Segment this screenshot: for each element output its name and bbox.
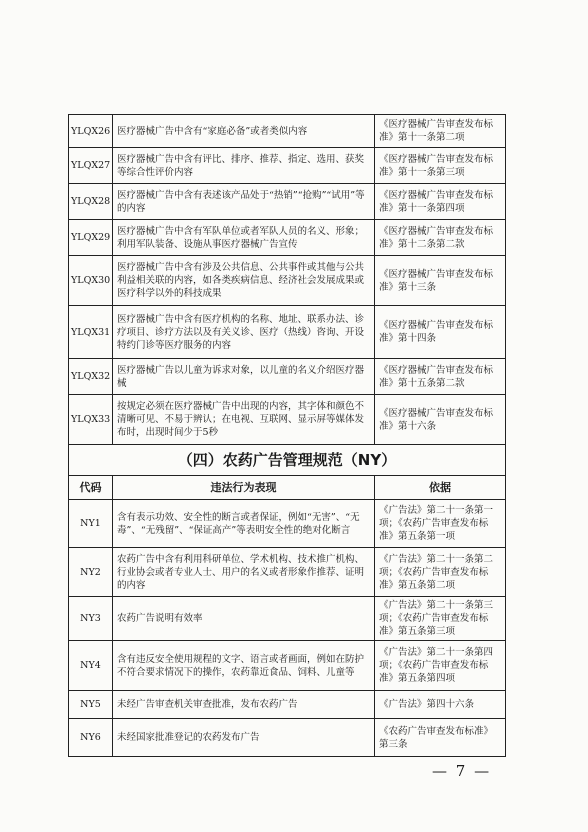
row-basis: 《广告法》第二十一条第四项；《农药广告审查发布标准》第五条第四项 <box>375 641 506 691</box>
row-basis: 《医疗器械广告审查发布标准》第十二条第二款 <box>375 220 506 256</box>
section-title-row <box>69 445 506 476</box>
row-code: NY3 <box>69 597 113 641</box>
row-description: 未经国家批准登记的农药发布广告 <box>113 719 375 757</box>
row-basis: 《医疗器械广告审查发布标准》第十一条第四项 <box>375 184 506 220</box>
table-row <box>69 395 506 445</box>
row-code: YLQX30 <box>69 256 113 306</box>
table-row <box>69 148 506 184</box>
row-basis: 《广告法》第二十一条第二项；《农药广告审查发布标准》第五条第二项 <box>375 548 506 597</box>
header-code: 代码 <box>69 476 113 500</box>
table-row <box>69 641 506 691</box>
row-code: YLQX31 <box>69 306 113 359</box>
table-row <box>69 115 506 148</box>
header-description: 违法行为表现 <box>113 476 375 500</box>
row-description: 医疗器械广告中含有“家庭必备”或者类似内容 <box>113 115 375 148</box>
table-row <box>69 184 506 220</box>
row-code: NY4 <box>69 641 113 691</box>
row-description: 农药广告中含有利用科研单位、学术机构、技术推广机构、行业协会或者专业人士、用户的名义或者形象作推荐、证明的内容 <box>113 548 375 597</box>
row-code: YLQX33 <box>69 395 113 445</box>
table-row <box>69 548 506 597</box>
table-row <box>69 306 506 359</box>
row-code: YLQX26 <box>69 115 113 148</box>
section-title: （四）农药广告管理规范（NY） <box>69 445 506 476</box>
table-row <box>69 500 506 548</box>
header-basis: 依据 <box>375 476 506 500</box>
row-description: 含有表示功效、安全性的断言或者保证，例如“无害”、“无毒”、“无残留”、“保证高产”等表明安全性的绝对化断言 <box>113 500 375 548</box>
row-description: 含有违反安全使用规程的文字、语言或者画面，例如在防护不符合要求情况下的操作，农药靠近食品、饲料、儿童等 <box>113 641 375 691</box>
row-basis: 《广告法》第二十一条第一项；《农药广告审查发布标准》第五条第一项 <box>375 500 506 548</box>
row-code: YLQX28 <box>69 184 113 220</box>
row-basis: 《广告法》第四十六条 <box>375 691 506 719</box>
row-description: 医疗器械广告中含有军队单位或者军队人员的名义、形象；利用军队装备、设施从事医疗器械广告宣传 <box>113 220 375 256</box>
table-row <box>69 597 506 641</box>
regulation-table-container <box>68 114 505 757</box>
row-basis: 《广告法》第二十一条第三项；《农药广告审查发布标准》第五条第三项 <box>375 597 506 641</box>
table-row <box>69 691 506 719</box>
table-row <box>69 719 506 757</box>
row-code: YLQX29 <box>69 220 113 256</box>
row-code: YLQX32 <box>69 359 113 395</box>
table-header-row <box>69 476 506 500</box>
row-description: 医疗器械广告中含有评比、排序、推荐、指定、选用、获奖等综合性评价内容 <box>113 148 375 184</box>
row-code: YLQX27 <box>69 148 113 184</box>
row-description: 医疗器械广告中含有涉及公共信息、公共事件或其他与公共利益相关联的内容，如各类疾病信息、经济社会发展成果或医疗科学以外的科技成果 <box>113 256 375 306</box>
row-code: NY1 <box>69 500 113 548</box>
table-row <box>69 359 506 395</box>
row-basis: 《医疗器械广告审查发布标准》第十一条第二项 <box>375 115 506 148</box>
row-basis: 《医疗器械广告审查发布标准》第十一条第三项 <box>375 148 506 184</box>
row-description: 按规定必须在医疗器械广告中出现的内容，其字体和颜色不清晰可见、不易于辨认；在电视、互联网、显示屏等媒体发布时，出现时间少于5秒 <box>113 395 375 445</box>
row-code: NY6 <box>69 719 113 757</box>
row-description: 医疗器械广告中含有医疗机构的名称、地址、联系办法、诊疗项目、诊疗方法以及有关义诊、医疗（热线）咨询、开设特约门诊等医疗服务的内容 <box>113 306 375 359</box>
row-basis: 《医疗器械广告审查发布标准》第十五条第二款 <box>375 359 506 395</box>
row-basis: 《医疗器械广告审查发布标准》第十三条 <box>375 256 506 306</box>
table-row <box>69 220 506 256</box>
row-basis: 《农药广告审查发布标准》第三条 <box>375 719 506 757</box>
table-row <box>69 256 506 306</box>
regulation-table <box>68 114 506 757</box>
row-description: 医疗器械广告以儿童为诉求对象，以儿童的名义介绍医疗器械 <box>113 359 375 395</box>
row-description: 农药广告说明有效率 <box>113 597 375 641</box>
row-basis: 《医疗器械广告审查发布标准》第十六条 <box>375 395 506 445</box>
row-basis: 《医疗器械广告审查发布标准》第十四条 <box>375 306 506 359</box>
row-description: 未经广告审查机关审查批准，发布农药广告 <box>113 691 375 719</box>
row-code: NY2 <box>69 548 113 597</box>
row-description: 医疗器械广告中含有表述该产品处于“热销”“抢购”“试用”等的内容 <box>113 184 375 220</box>
page-number: — 7 — <box>432 762 492 780</box>
row-code: NY5 <box>69 691 113 719</box>
